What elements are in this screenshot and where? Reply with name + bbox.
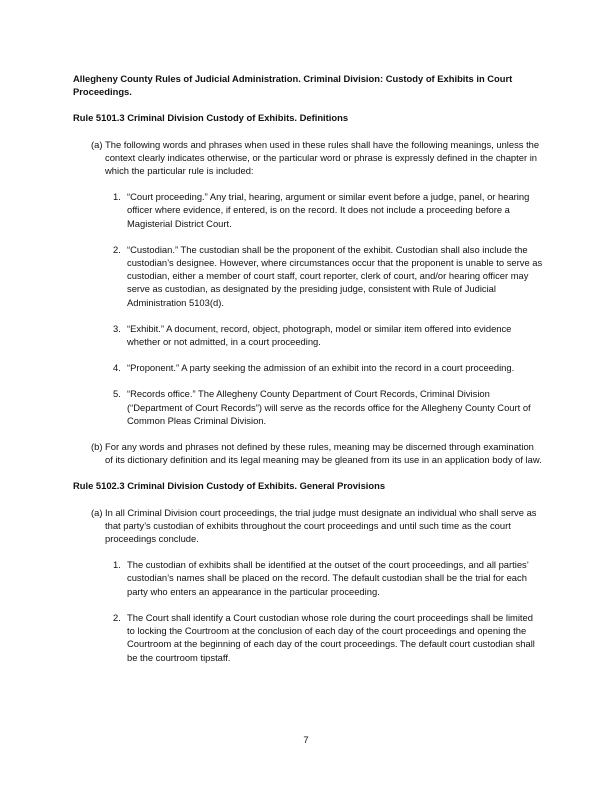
section-text: In all Criminal Division court proceedings, the trial judge must designate an individual who shall serve as that party’s custodian of exhibits throughout the court proceedings and until such time as the court proceedings conclude. [105,506,537,545]
item-text: The custodian of exhibits shall be identified at the outset of the court proceedings, and all parties’ custodian’s names shall be placed on the record. The default custodian shall be the trial for each party who enters an appearance in the particular proceeding. [127,559,529,597]
document-page [73,72,543,677]
item-text: “Proponent.” A party seeking the admission of an exhibit into the record in a court proceeding. [127,362,515,374]
section-text: For any words and phrases not defined by these rules, meaning may be discerned through examination of its dictionary definition and its legal meaning may be gleaned from its use in an application body of law. [105,441,542,466]
list-item [73,243,543,309]
list-item [73,190,543,230]
rule-5102-heading: Rule 5102.3 Criminal Division Custody of Exhibits. General Provisions [73,480,386,492]
section-marker: (a) [91,138,103,150]
item-number: 1. [113,559,121,571]
item-text: “Court proceeding.” Any trial, hearing, argument or similar event before a judge, panel, or hearing officer where evidence, if entered, is on the record. It does not include a proceeding before a Magisterial District Court. [127,191,530,229]
rule-5101-heading: Rule 5101.3 Criminal Division Custody of Exhibits. Definitions [73,112,349,124]
item-number: 3. [113,322,121,334]
item-text: “Exhibit.” A document, record, object, photograph, model or similar item offered into evidence whether or not admitted, in a court proceeding. [127,322,512,348]
list-item [73,387,543,427]
rule-5102-provisions-list [73,558,543,663]
item-number: 5. [113,388,121,400]
section-marker: (a) [91,506,103,518]
list-item [73,611,543,664]
list-item [73,558,543,598]
rule-5101-definitions-list [73,190,543,427]
list-item [73,322,543,348]
item-number: 2. [113,611,121,623]
item-number: 1. [113,191,121,203]
rule-5102-section-a [73,506,543,546]
section-text: The following words and phrases when used in these rules shall have the following meanings, unless the context clearly indicates otherwise, or the particular word or phrase is expressly defined in the chapter in which the particular rule is included: [105,138,540,177]
rule-5101-section-b [73,440,543,466]
list-item [73,361,543,374]
page-number: 7 [303,734,309,745]
item-text: The Court shall identify a Court custodian whose role during the court proceedings shall be limited to locking the Courtroom at the conclusion of each day of the court proceedings and opening the Courtroom at the beginning of each day of the court proceedings. The default court custodian shall be the courtroom tipstaff. [127,611,535,663]
item-number: 2. [113,243,121,255]
item-number: 4. [113,362,121,374]
item-text: “Custodian.” The custodian shall be the proponent of the exhibit. Custodian shall also include the custodian’s designee. However, where circumstances occur that the proponent is unable to serve as custodian, either a member of court staff, court reporter, clerk of court, and/or hearing officer may serve as custodian, as designated by the presiding judge, consistent with Rule of Judicial Administration 5103(d). [127,243,543,308]
section-marker: (b) [91,441,103,453]
document-title: Allegheny County Rules of Judicial Administration. Criminal Division: Custody of Exhibits in Court Proceedings. [73,73,513,98]
item-text: “Records office.” The Allegheny County Department of Court Records, Criminal Division (“Department of Court Records”) will serve as the records office for the Allegheny County Court of Common Pleas Criminal Division. [127,388,531,426]
rule-5101-section-a [73,138,543,178]
